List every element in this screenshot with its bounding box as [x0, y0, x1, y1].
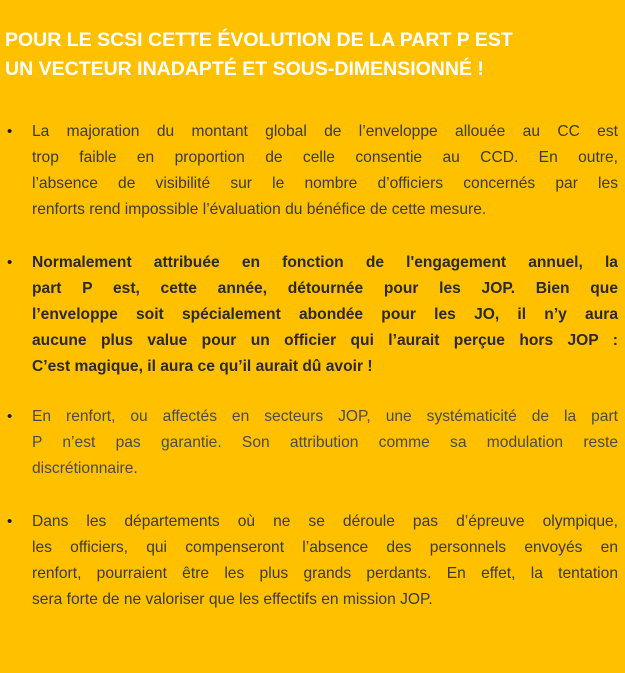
text-line: Normalement attribuée en fonction de l'engagement annuel, la [32, 254, 618, 271]
bullet-icon: • [7, 123, 13, 140]
text-line: l’enveloppe soit spécialement abondée pour les JO, il n’y aura [32, 306, 618, 323]
text-line: discrétionnaire. [32, 460, 138, 477]
text-line: renforts rend impossible l’évaluation du bénéfice de cette mesure. [32, 201, 487, 218]
list-item-text [32, 509, 618, 613]
text-line: les officiers, qui compenseront l’absence des personnels envoyés en [32, 539, 618, 556]
bullet-icon: • [7, 254, 13, 271]
text-line: trop faible en proportion de celle consentie au CCD. En outre, [32, 149, 618, 166]
bullet-icon: • [7, 408, 13, 425]
text-line: Dans les départements où ne se déroule pas d’épreuve olympique, [32, 513, 618, 530]
text-line: C’est magique, il aura ce qu’il aurait dû avoir ! [32, 358, 373, 375]
text-line: En renfort, ou affectés en secteurs JOP, une systématicité de la part [32, 408, 618, 425]
text-line: P n’est pas garantie. Son attribution comme sa modulation reste [32, 434, 618, 451]
title-line-2: UN VECTEUR INADAPTÉ ET SOUS-DIMENSIONNÉ ! [5, 58, 484, 80]
page-title [5, 26, 617, 84]
text-line: renfort, pourraient être les plus grands perdants. En effet, la tentation [32, 565, 618, 582]
list-item-text [32, 250, 618, 380]
text-line: aucune plus value pour un officier qui l’aurait perçue hors JOP : [32, 332, 618, 349]
list-item-text [32, 119, 618, 223]
text-line: La majoration du montant global de l’enveloppe allouée au CC est [32, 123, 618, 140]
text-line: part P est, cette année, détournée pour les JOP. Bien que [32, 280, 618, 297]
title-line-1: POUR LE SCSI CETTE ÉVOLUTION DE LA PART P EST [5, 29, 513, 51]
bullet-icon: • [7, 513, 13, 530]
text-line: l’absence de visibilité sur le nombre d’officiers concernés par les [32, 175, 618, 192]
text-line: sera forte de ne valoriser que les effectifs en mission JOP. [32, 591, 433, 608]
list-item-text [32, 404, 618, 482]
